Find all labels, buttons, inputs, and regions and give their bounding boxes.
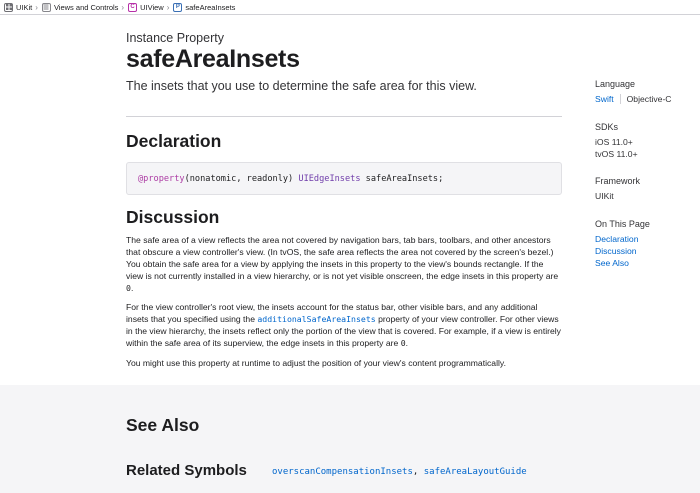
inline-code: 0 <box>126 283 131 293</box>
code-keyword: @property <box>138 173 185 184</box>
language-heading: Language <box>595 79 636 89</box>
code-name: safeAreaInsets; <box>360 173 444 184</box>
class-icon: C <box>128 3 137 12</box>
breadcrumb-item-uikit[interactable] <box>4 3 32 12</box>
paragraph-text: . <box>130 283 134 293</box>
additional-safe-area-insets-link[interactable]: additionalSafeAreaInsets <box>257 314 376 324</box>
breadcrumb <box>0 0 700 15</box>
article-icon <box>42 3 51 12</box>
paragraph-text: . <box>405 338 409 348</box>
language-objc-current: Objective-C <box>626 94 672 104</box>
on-this-page-heading: On This Page <box>595 219 650 229</box>
sdk-ios: iOS 11.0+ <box>595 137 633 147</box>
discussion-paragraph-1 <box>126 234 562 294</box>
sdks-heading: SDKs <box>595 122 619 132</box>
discussion-heading: Discussion <box>126 207 220 227</box>
sdk-tvos: tvOS 11.0+ <box>595 149 638 159</box>
framework-icon <box>4 3 13 12</box>
language-divider <box>620 94 621 104</box>
framework-name: UIKit <box>595 191 614 201</box>
chevron-right-icon: › <box>166 2 170 12</box>
inline-code: 0 <box>400 338 406 348</box>
breadcrumb-label: UIKit <box>16 2 33 12</box>
overscan-compensation-insets-link[interactable]: overscanCompensationInsets <box>272 467 413 477</box>
safe-area-layout-guide-link[interactable]: safeAreaLayoutGuide <box>423 467 527 477</box>
see-also-heading: See Also <box>126 415 200 435</box>
discussion-paragraph-2 <box>126 301 562 349</box>
breadcrumb-item-views-and-controls[interactable] <box>42 3 118 12</box>
language-switcher <box>595 94 672 104</box>
breadcrumb-item-safeareainsets <box>173 3 235 12</box>
property-icon: P <box>173 3 182 12</box>
list-separator: , <box>412 467 424 477</box>
breadcrumb-item-uiview[interactable] <box>128 3 164 12</box>
related-symbols-list <box>272 467 527 477</box>
declaration-heading: Declaration <box>126 131 222 151</box>
abstract: The insets that you use to determine the safe area for this view. <box>126 79 477 93</box>
breadcrumb-label: Views and Controls <box>53 2 119 12</box>
declaration-code <box>126 162 562 195</box>
otp-see-also-link[interactable]: See Also <box>595 258 629 268</box>
code-type-link[interactable]: UIEdgeInsets <box>298 173 361 184</box>
page-title: safeAreaInsets <box>126 45 300 73</box>
paragraph-text: For the view controller's root view, the insets account for the status bar, other visible bars, and any additional insets that you specified using the <box>126 302 538 324</box>
framework-heading: Framework <box>595 176 641 186</box>
divider <box>126 116 562 117</box>
otp-discussion-link[interactable]: Discussion <box>595 246 637 256</box>
otp-declaration-link[interactable]: Declaration <box>595 234 639 244</box>
code-attributes: (nonatomic, readonly) <box>184 173 299 184</box>
breadcrumb-label: UIView <box>140 2 164 12</box>
discussion-paragraph-3: You might use this property at runtime to adjust the position of your view's content programmatically. <box>126 358 506 368</box>
chevron-right-icon: › <box>121 2 125 12</box>
language-swift-link[interactable]: Swift <box>595 94 614 104</box>
related-symbols-heading: Related Symbols <box>126 462 247 479</box>
symbol-kind: Instance Property <box>126 31 224 45</box>
paragraph-text: The safe area of a view reflects the area not covered by navigation bars, tab bars, toolbars, and other ancestors that obscure a view controller's view. (In tvOS, the safe area reflects the area not covered by the screen's bezel.) You obtain the safe area for a view by applying the insets in this property to the view's bounds rectangle. If the view is not currently installed in a view hierarchy, or is not yet visible onscreen, the edge insets in this property are <box>126 235 559 281</box>
paragraph-text: property of your view controller. For other views in the view hierarchy, the insets reflect only the portion of the view that is covered. For example, if a view is entirely within the safe area of its superview, the edge insets in this property are <box>126 314 561 348</box>
breadcrumb-label: safeAreaInsets <box>185 2 236 12</box>
chevron-right-icon: › <box>35 2 38 12</box>
